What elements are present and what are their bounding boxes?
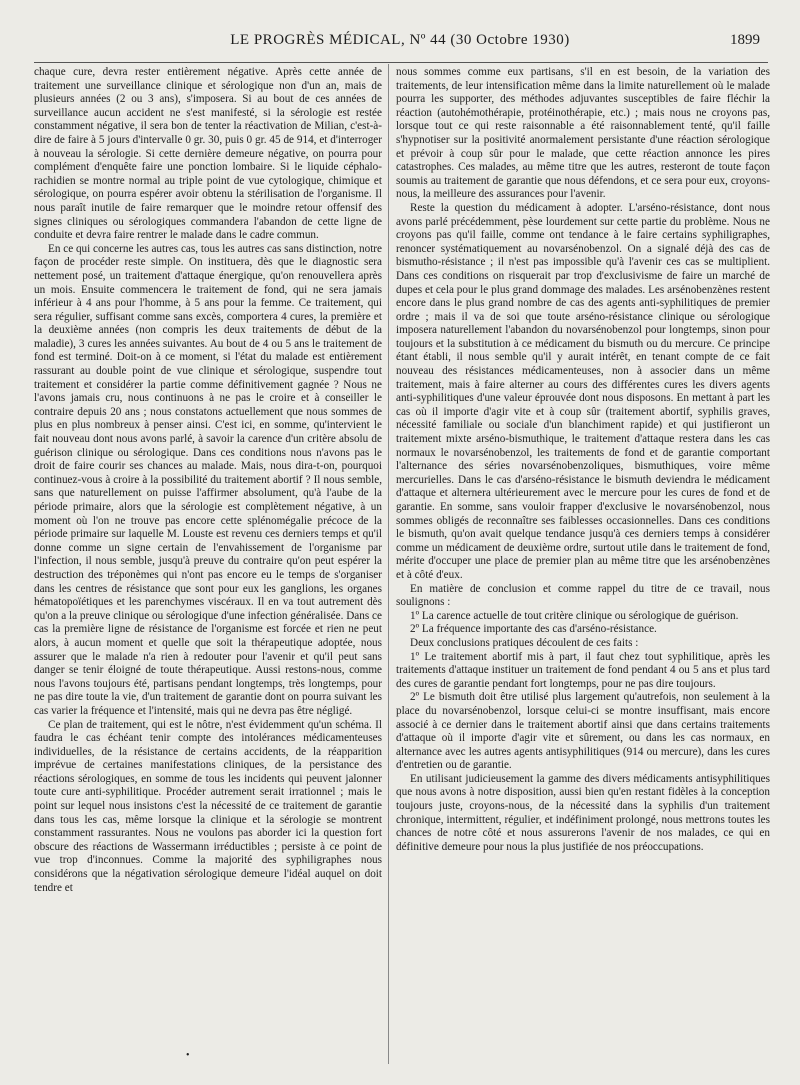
left-column xyxy=(34,66,382,895)
paragraph: En utilisant judicieusement la gamme des divers médicaments antisyphilitiques que nous avons à notre disposition, aussi bien qu'en restant fidèles à la conception toujours juste, croyons-nous, de la nécessité dans la syphilis d'un traitement chronique, intermittent, régulier, et indéfiniment prolongé, nous mettrons toutes les chances de notre côté et nous assurerons l'avenir de nos malades, ce qui en définitive demeure pour nous la plus justifiée de nos préoccupations. xyxy=(396,772,770,853)
paragraph: En matière de conclusion et comme rappel du titre de ce travail, nous soulignons : xyxy=(396,582,770,609)
paragraph: chaque cure, devra rester entièrement négative. Après cette année de traitement une surveillance clinique et sérologique non d'un an, mais de plusieurs années (2 ou 3 ans), s'imposera. Si au bout de ces années de surveillance aucun accident ne s'est manifesté, si la sérologie est restée constamment négative, il sera bon de tenter la réactivation de Milian, c'est-à-dire de faire à 5 jours d'intervalle 0 gr. 30, puis 0 gr. 45 de 914, et d'interroger à nouveau la sérologie. Si cette dernière demeure négative, on pourra pour complément d'enquête faire une ponction lombaire. Si le liquide céphalo-rachidien se montre normal au triple point de vue cytologique, chimique et sérologique, on pourra espérer avoir obtenu la stérilisation de l'organisme. Il nous paraît inutile de faire remarquer que le moindre retour offensif des signes cliniques ou sérologiques commandera l'abandon de cette ligne de conduite et devra faire rentrer le malade dans le cadre commun. xyxy=(34,66,382,242)
paragraph: nous sommes comme eux partisans, s'il en est besoin, de la variation des traitements, de leur intensification même dans la limite naturellement où le malade pourra les supporter, des méthodes adjuvantes susceptibles de faire fléchir la réaction (autohémothérapie, protéinothérapie, etc.) ; mais nous ne croyons pas, lorsque tout ce qui reste raisonnable a été raisonnablement tenté, qu'il faille s'hypnotiser sur la positivité anormalement persistante d'une réaction sérologique et prévoir à coup sûr pour le malade, que cette réaction annonce les pires catastrophes. Ces malades, au même titre que les autres, resteront de toute façon soumis au traitement de garantie que nous défendons, et ce sera pour eux, croyons-nous, la meilleure des assurances pour l'avenir. xyxy=(396,66,770,201)
conclusion-item: 1º La carence actuelle de tout critère clinique ou sérologique de guérison. xyxy=(410,609,739,622)
paragraph: En ce qui concerne les autres cas, tous les autres cas sans distinction, notre façon de procéder reste simple. On instituera, dès que le diagnostic sera nettement posé, un traitement d'attaque énergique, qu'on renouvellera après un mois. Ensuite commencera le traitement de fond, qui ne sera jamais inférieur à 4 ans pour l'homme, à 5 ans pour la femme. Ce traitement, qui sera régulier, suffisant comme sans excès, comportera 4 cures, la première et la deuxième années (non compris les deux traitements de début de la maladie), 3 cures les années suivantes. Au bout de 4 ou 5 ans le traitement de fond est terminé. Doit-on à ce moment, si l'état du malade est entièrement rassurant au double point de vue clinique et sérologique, suspendre tout traitement et considérer la partie comme définitivement gagnée ? Nous ne l'avons jamais cru, nous continuons à ne pas le croire et à conseiller le contraire depuis 20 ans ; nous constatons actuellement que nous sommes de plus en plus nombreux à penser ainsi. C'est ici, en somme, qu'intervient le fait nouveau dont nous avons parlé, à savoir la carence d'un critère absolu de guérison clinique ou sérologique. Dans ces conditions nous n'avons pas le droit de faire courir ses chances au malade. Mais, nous dira-t-on, pourquoi continuez-vous à croire à la possibilité du traitement abortif ? Il nous semble, sans que naturellement on puisse l'affirmer absolument, qu'à l'aube de la période primaire, alors que la sérologie est complètement négative, à un moment où l'on ne trouve pas encore cette splénomégalie précoce de la période primaire sur laquelle M. Louste est revenu ces derniers temps et qu'il donne comme un signe certain de l'envahissement de l'organisme par l'infection, il nous semble, jusqu'à preuve du contraire qu'on peut espérer la destruction des tréponèmes qui n'ont pas encore eu le temps de s'organiser dans les centres de résistance que sont pour eux les ganglions, les organes hématopoïétiques et les parenchymes viscéraux. Il en va tout autrement dès qu'on a la preuve clinique ou sérologique d'une infection généralisée. Dans ce cas la première ligne de résistance de l'organisme est forcée et rien ne peut alors, à aucun moment et quelle que soit la thérapeutique adoptée, nous assurer que le malade n'a rien à redouter pour l'avenir et qu'il peut sans danger se tenir éloigné de toute thérapeutique. Aussi restons-nous, comme nous l'avons toujours été, partisans pendant longtemps, très longtemps, pour ne pas dire toute la vie, d'un traitement de garantie dont on pourra suivant les cas varier la fréquence et l'intensité, mais qui ne devra pas être négligé. xyxy=(34,242,382,717)
column-divider xyxy=(388,64,389,1064)
conclusion-item: 2º La fréquence importante des cas d'arséno-résistance. xyxy=(410,623,657,636)
journal-title: LE PROGRÈS MÉDICAL, Nº 44 (30 Octobre 1930) xyxy=(230,32,570,48)
paragraph: Deux conclusions pratiques découlent de ces faits : xyxy=(410,636,639,649)
right-column xyxy=(396,66,770,854)
practical-conclusion: 1º Le traitement abortif mis à part, il faut chez tout syphilitique, après les traitements d'attaque instituer un traitement de fond pendant 4 ou 5 ans et plus tard des cures de garantie pendant fort longtemps, pour ne pas dire toujours. xyxy=(396,650,770,690)
header-rule xyxy=(34,62,768,63)
footer-mark: • xyxy=(186,1050,190,1061)
paragraph: Reste la question du médicament à adopter. L'arséno-résistance, dont nous avons parlé précédemment, pèse lourdement sur cette partie du problème. Nous ne croyons pas qu'il faille, comme ont tendance à le faire certains syphiligraphes, renoncer systématiquement au novarsénobenzol. On a signalé déjà des cas de bismutho-résistance ; il n'est pas impossible qu'à l'avenir ces cas se multiplient. Dans ces conditions on risquerait par trop d'exclusivisme de faire un marché de dupes et cela pour le plus grand dommage des malades. Les arsénobenzènes restent encore dans le plus grand nombre de cas des agents anti-syphilitiques de premier ordre ; mais il va de soi que toute arséno-résistance clinique ou sérologique imposera naturellement l'abandon du novarsénobenzol pour longtemps, sinon pour toujours et la substitution à ce médicament du bismuth ou du mercure. Ce principe étant établi, il nous semble qu'il y aurait intérêt, en tenant compte de ce fait nouveau des résistances médicamenteuses, non à associer dans un même traitement, mais à faire alterner au cours des différentes cures les divers agents anti-syphilitiques d'une valeur éprouvée dont nous disposons. En mettant à part les cas où il importe d'agir vite et à coup sûr (traitement abortif, syphilis graves, nécessité familiale ou sociale d'un blanchiment rapide) et qui justifieront un traitement mixte arséno-bismuthique, le traitement d'attaque restera dans les cas normaux le novarsénobenzol, les traitements de fond et de garantie comportant l'alternance des séries novarsénobenzoliques, bismuthiques, voire même mercurielles. Dans le cas d'arséno-résistance le bismuth deviendra le médicament d'attaque et alternera ultérieurement avec le mercure pour les cures de fond et de garantie. En somme, sans vouloir frapper d'exclusive le novarsénobenzol, nous sommes obligés de reconnaître ses faiblesses occasionnelles. Dans ces conditions le bismuth, qu'on avait quelque tendance jusqu'à ces derniers temps à considérer comme un médicament de deuxième ordre, surtout utile dans le traitement de fond, mérite d'occuper une place de premier plan au même titre que les arsénobenzènes et à côté d'eux. xyxy=(396,201,770,581)
running-header xyxy=(0,26,800,56)
paragraph: Ce plan de traitement, qui est le nôtre, n'est évidemment qu'un schéma. Il faudra le cas échéant tenir compte des intolérances médicamenteuses individuelles, de la résistance de certains accidents, de la réapparition imprévue de certaines manifestations cliniques, de la persistance des réactions sérologiques, en somme de tous les incidents qui peuvent jalonner toute cure anti-syphilitique. Procéder autrement serait irrationnel ; mais le point sur lequel nous insistons c'est la nécessité de ce traitement de garantie dans tous les cas, même lorsque la clinique et la sérologie se montrent constamment rassurantes. Nous ne voulons pas aborder ici la question fort obscure des réactions de Wassermann irréductibles ; persiste à ce point de vue trop d'inconnues. Comme la majorité des syphiligraphes nous considérons que la négativation sérologique demeure l'idéal auquel on doit tendre et xyxy=(34,718,382,894)
practical-conclusion: 2º Le bismuth doit être utilisé plus largement qu'autrefois, non seulement à la place du novarsénobenzol, lorsque celui-ci se montre insuffisant, mais encore associé à ce dernier dans le traitement abortif ainsi que dans certains traitements d'attaque où il importe d'agir vite et sûrement, ou dans les cas normaux, en alternance avec les autres agents antisyphilitiques (914 ou mercure), dans les cures d'entretien ou de garantie. xyxy=(396,691,770,772)
page-number: 1899 xyxy=(730,32,760,48)
